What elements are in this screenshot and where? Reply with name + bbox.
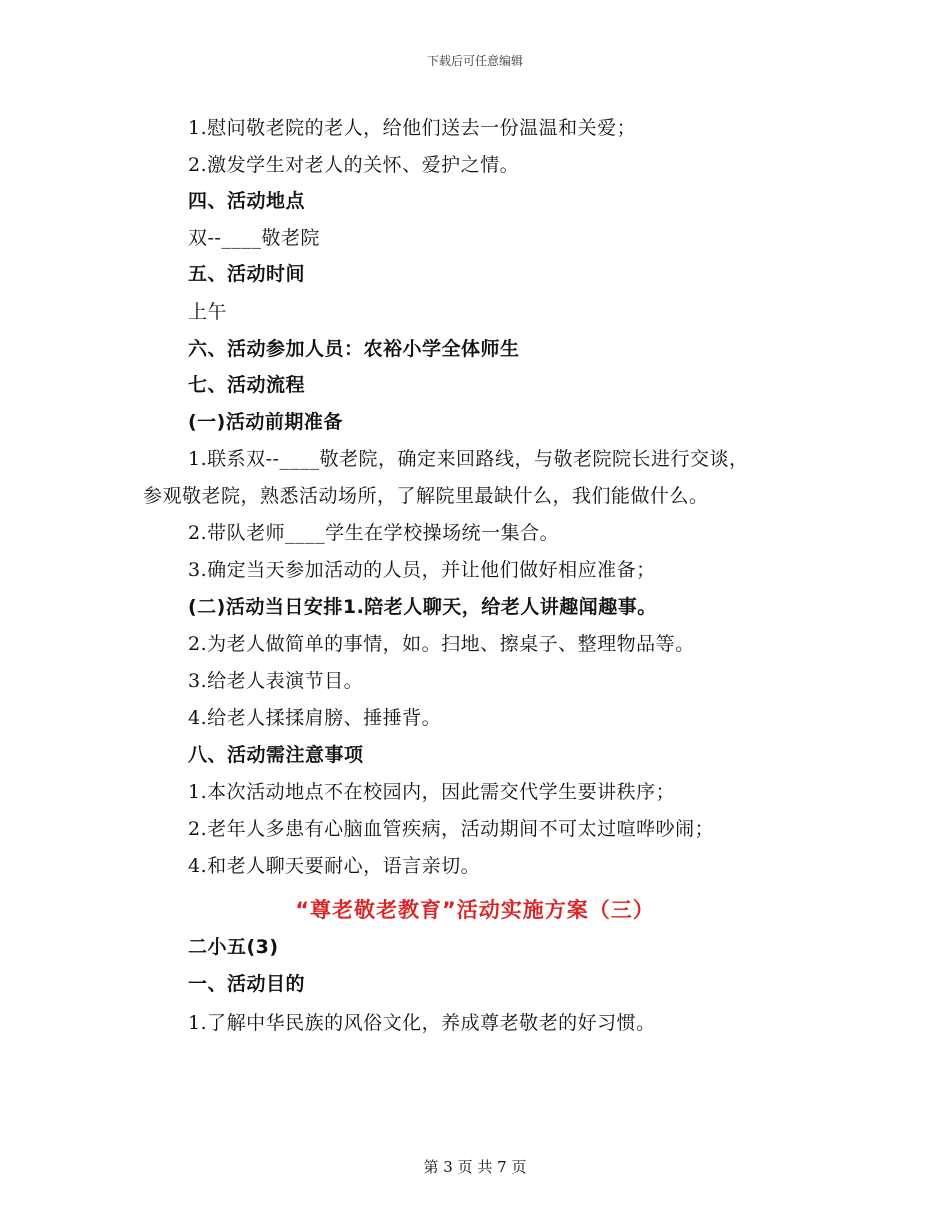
text-line: 3.给老人表演节目。 (188, 670, 364, 692)
subsection-heading: (二)活动当日安排1.陪老人聊天，给老人讲趣闻趣事。 (188, 596, 657, 618)
text-line: 2.带队老师____学生在学校操场统一集合。 (188, 522, 560, 544)
section-title: “尊老敬老教育”活动实施方案（三） (295, 898, 655, 922)
text-line: 2.激发学生对老人的关怀、爱护之情。 (188, 154, 520, 176)
section-heading: 六、活动参加人员：农裕小学全体师生 (188, 338, 520, 360)
text-line: 3.确定当天参加活动的人员，并让他们做好相应准备； (188, 559, 656, 581)
text-line: 2.为老人做简单的事情，如。扫地、擦桌子、整理物品等。 (188, 633, 695, 655)
page-footer: 第 3 页 共 7 页 (423, 1158, 527, 1176)
section-heading: 四、活动地点 (188, 190, 306, 212)
text-line: 1.了解中华民族的风俗文化，养成尊老敬老的好习惯。 (188, 1012, 656, 1034)
section-heading: 七、活动流程 (188, 374, 306, 396)
text-line: 双--____敬老院 (188, 227, 320, 249)
text-line: 1.本次活动地点不在校园内，因此需交代学生要讲秩序； (188, 781, 676, 803)
page-header: 下载后可任意编辑 (426, 54, 523, 68)
text-line: 4.和老人聊天要耐心，语言亲切。 (188, 855, 481, 877)
class-label: 二小五(3) (188, 936, 279, 958)
text-line: 参观敬老院，熟悉活动场所，了解院里最缺什么，我们能做什么。 (143, 485, 709, 507)
text-line: 4.给老人揉揉肩膀、捶捶背。 (188, 707, 442, 729)
section-heading: 一、活动目的 (188, 973, 306, 995)
text-line: 2.老年人多患有心脑血管疾病，活动期间不可太过喧哗吵闹； (188, 818, 715, 840)
text-line: 上午 (188, 301, 228, 323)
section-heading: 五、活动时间 (188, 263, 306, 285)
section-heading: 八、活动需注意事项 (188, 744, 364, 766)
text-line: 1.联系双--____敬老院，确定来回路线，与敬老院院长进行交谈， (188, 448, 749, 470)
text-line: 1.慰问敬老院的老人，给他们送去一份温温和关爱； (188, 117, 637, 139)
subsection-heading: (一)活动前期准备 (188, 411, 343, 433)
